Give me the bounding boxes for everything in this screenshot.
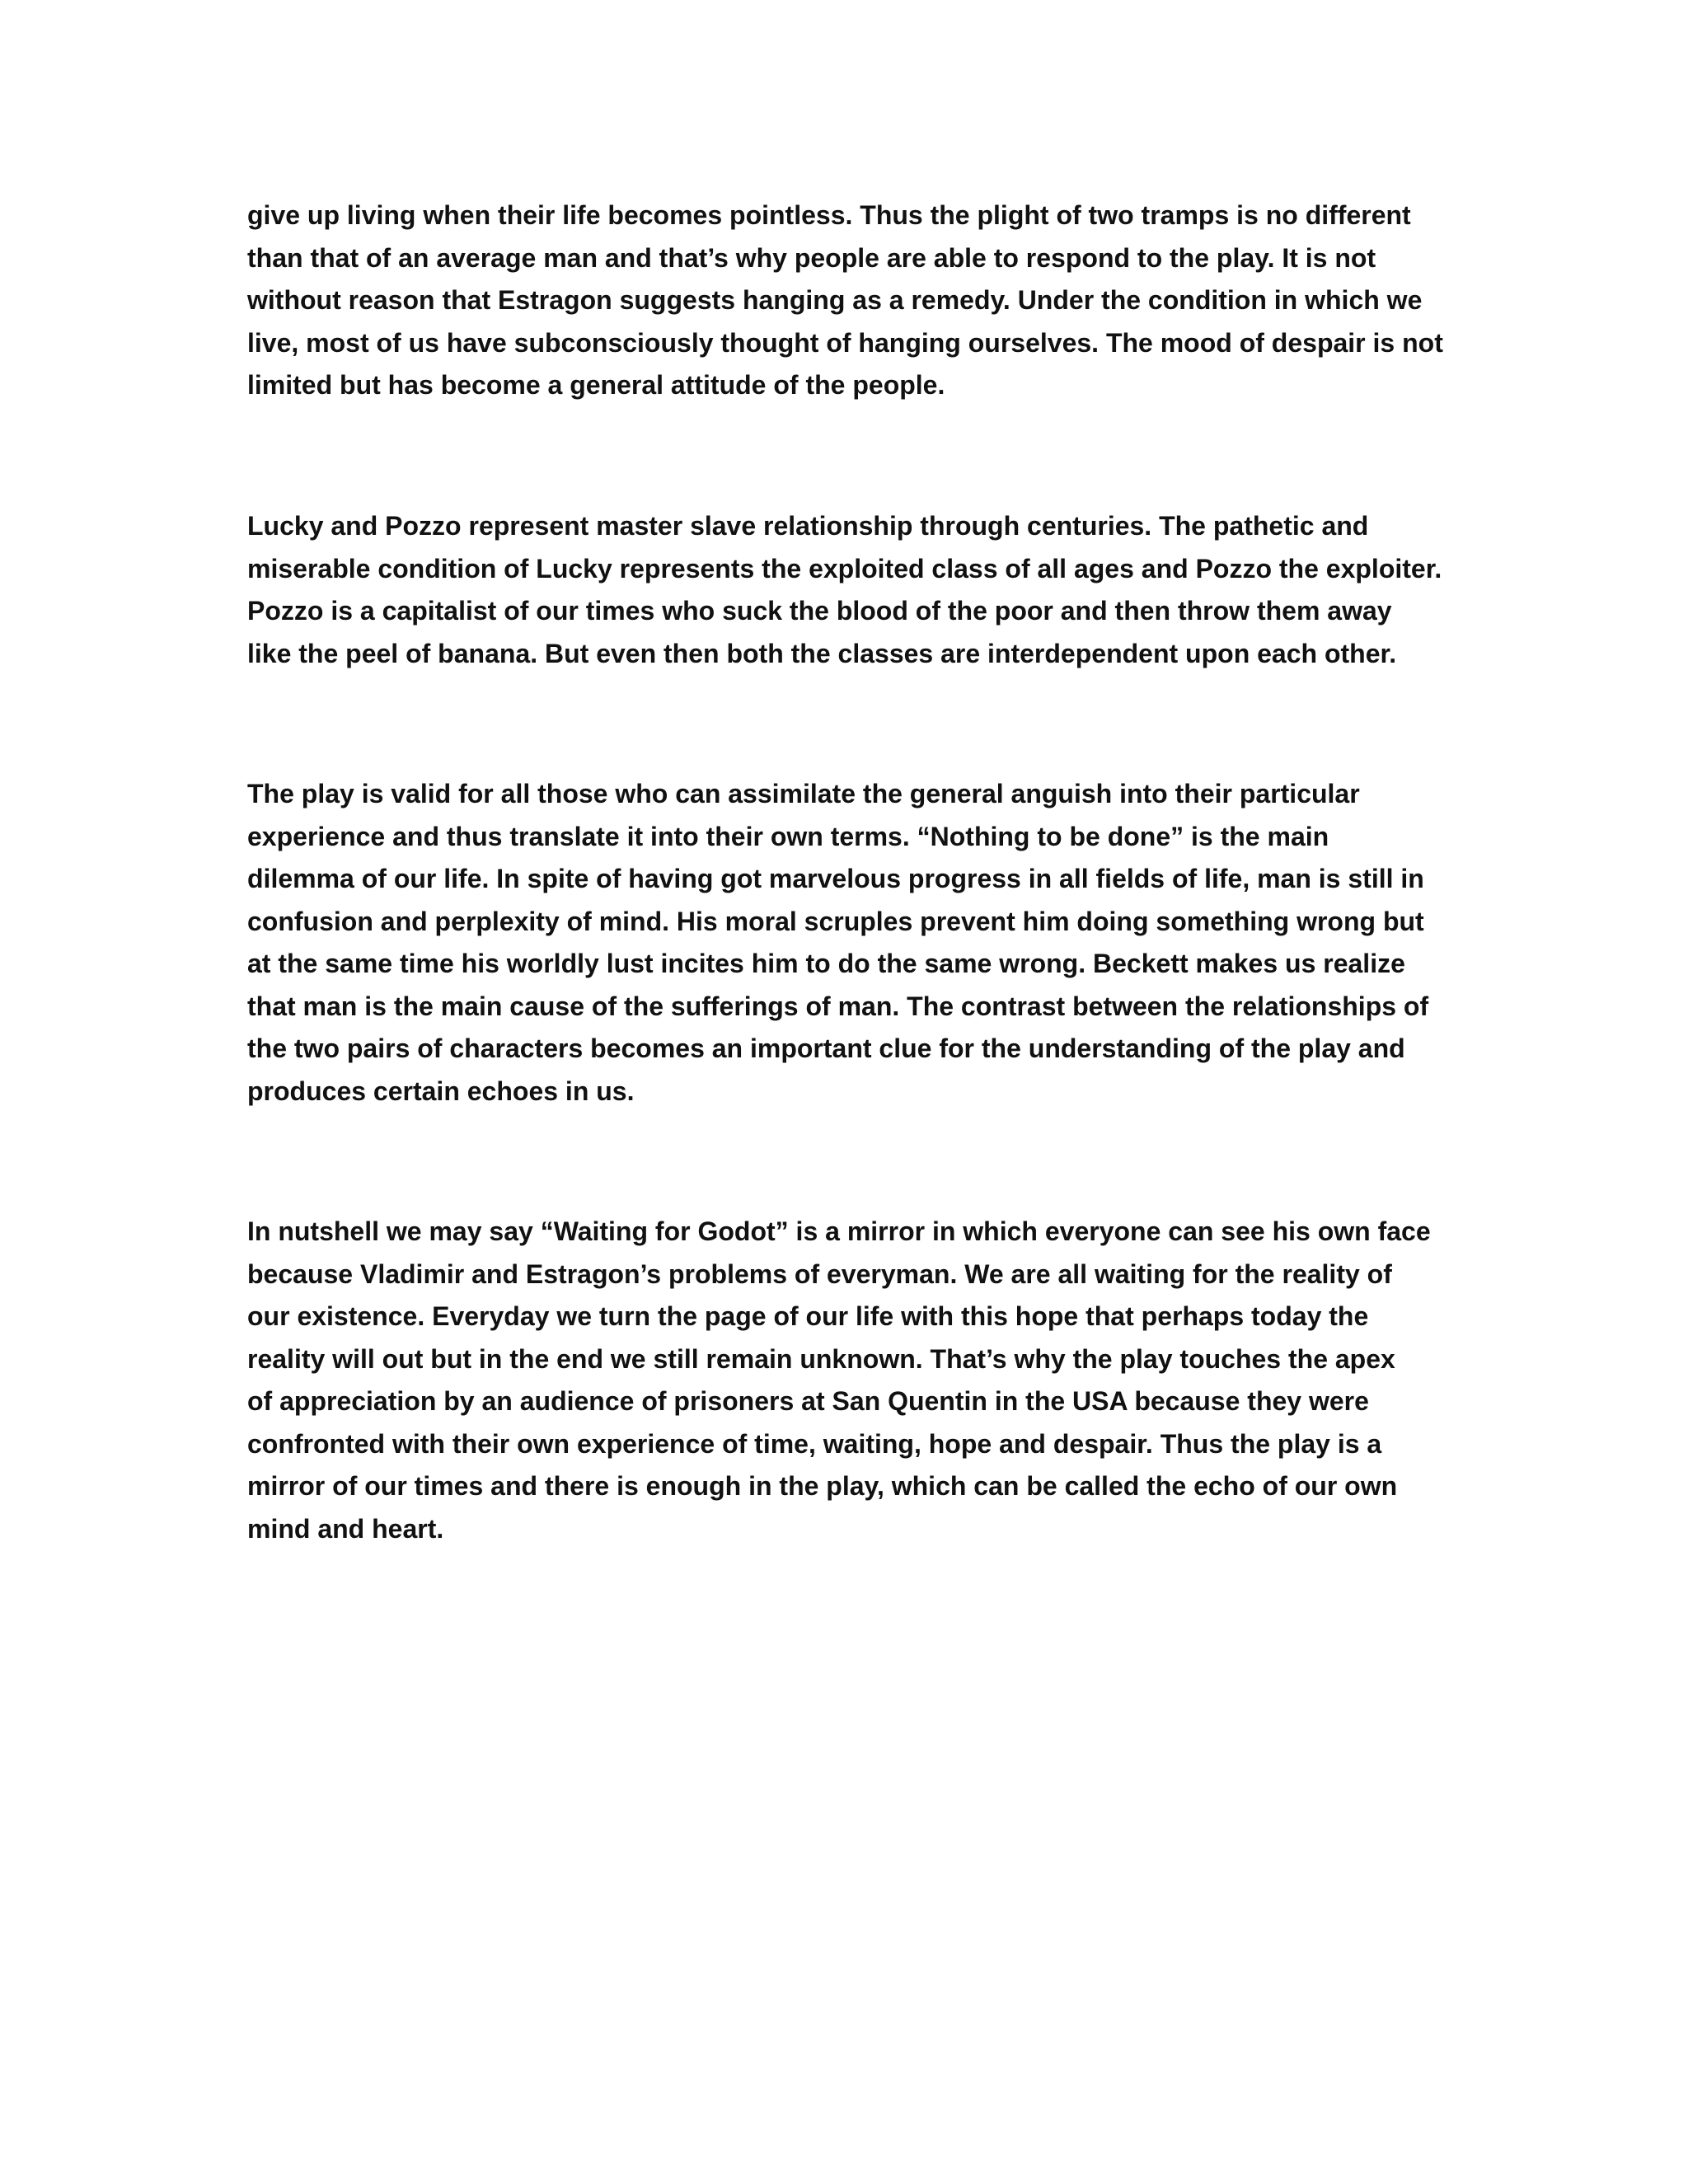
paragraph-1: give up living when their life becomes pointless. Thus the plight of two tramps is no different than that of an average man and that’s why people are able to respond to the play. It is not without reason that Estragon suggests hanging as a remedy. Under the condition in which we live, most of us have subconsciously thought of hanging ourselves. The mood of despair is not limited but has become a general attitude of the people. xyxy=(247,200,1443,400)
paragraph-4: In nutshell we may say “Waiting for Godot” is a mirror in which everyone can see his own face because Vladimir and Estragon’s problems of everyman. We are all waiting for the reality of our existence. Everyday we turn the page of our life with this hope that perhaps today the reality will out but in the end we still remain unknown. That’s why the play touches the apex of appreciation by an audience of prisoners at San Quentin in the USA because they were confronted with their own experience of time, waiting, hope and despair. Thus the play is a mirror of our times and there is enough in the play, which can be called the echo of our own mind and heart. xyxy=(247,1216,1431,1544)
paragraph-2: Lucky and Pozzo represent master slave relationship through centuries. The pathetic and miserable condition of Lucky represents the exploited class of all ages and Pozzo the exploiter. Pozzo is a capitalist of our times who suck the blood of the poor and then throw them away like the peel of banana. But even then both the classes are interdependent upon each other. xyxy=(247,511,1442,668)
paragraph-3: The play is valid for all those who can assimilate the general anguish into their particular experience and thus translate it into their own terms. “Nothing to be done” is the main dilemma of our life. In spite of having got marvelous progress in all fields of life, man is still in confusion and perplexity of mind. His moral scruples prevent him doing something wrong but at the same time his worldly lust incites him to do the same wrong. Beckett makes us realize that man is the main cause of the sufferings of man. The contrast between the relationships of the two pairs of characters becomes an important clue for the understanding of the play and produces certain echoes in us. xyxy=(247,779,1429,1106)
